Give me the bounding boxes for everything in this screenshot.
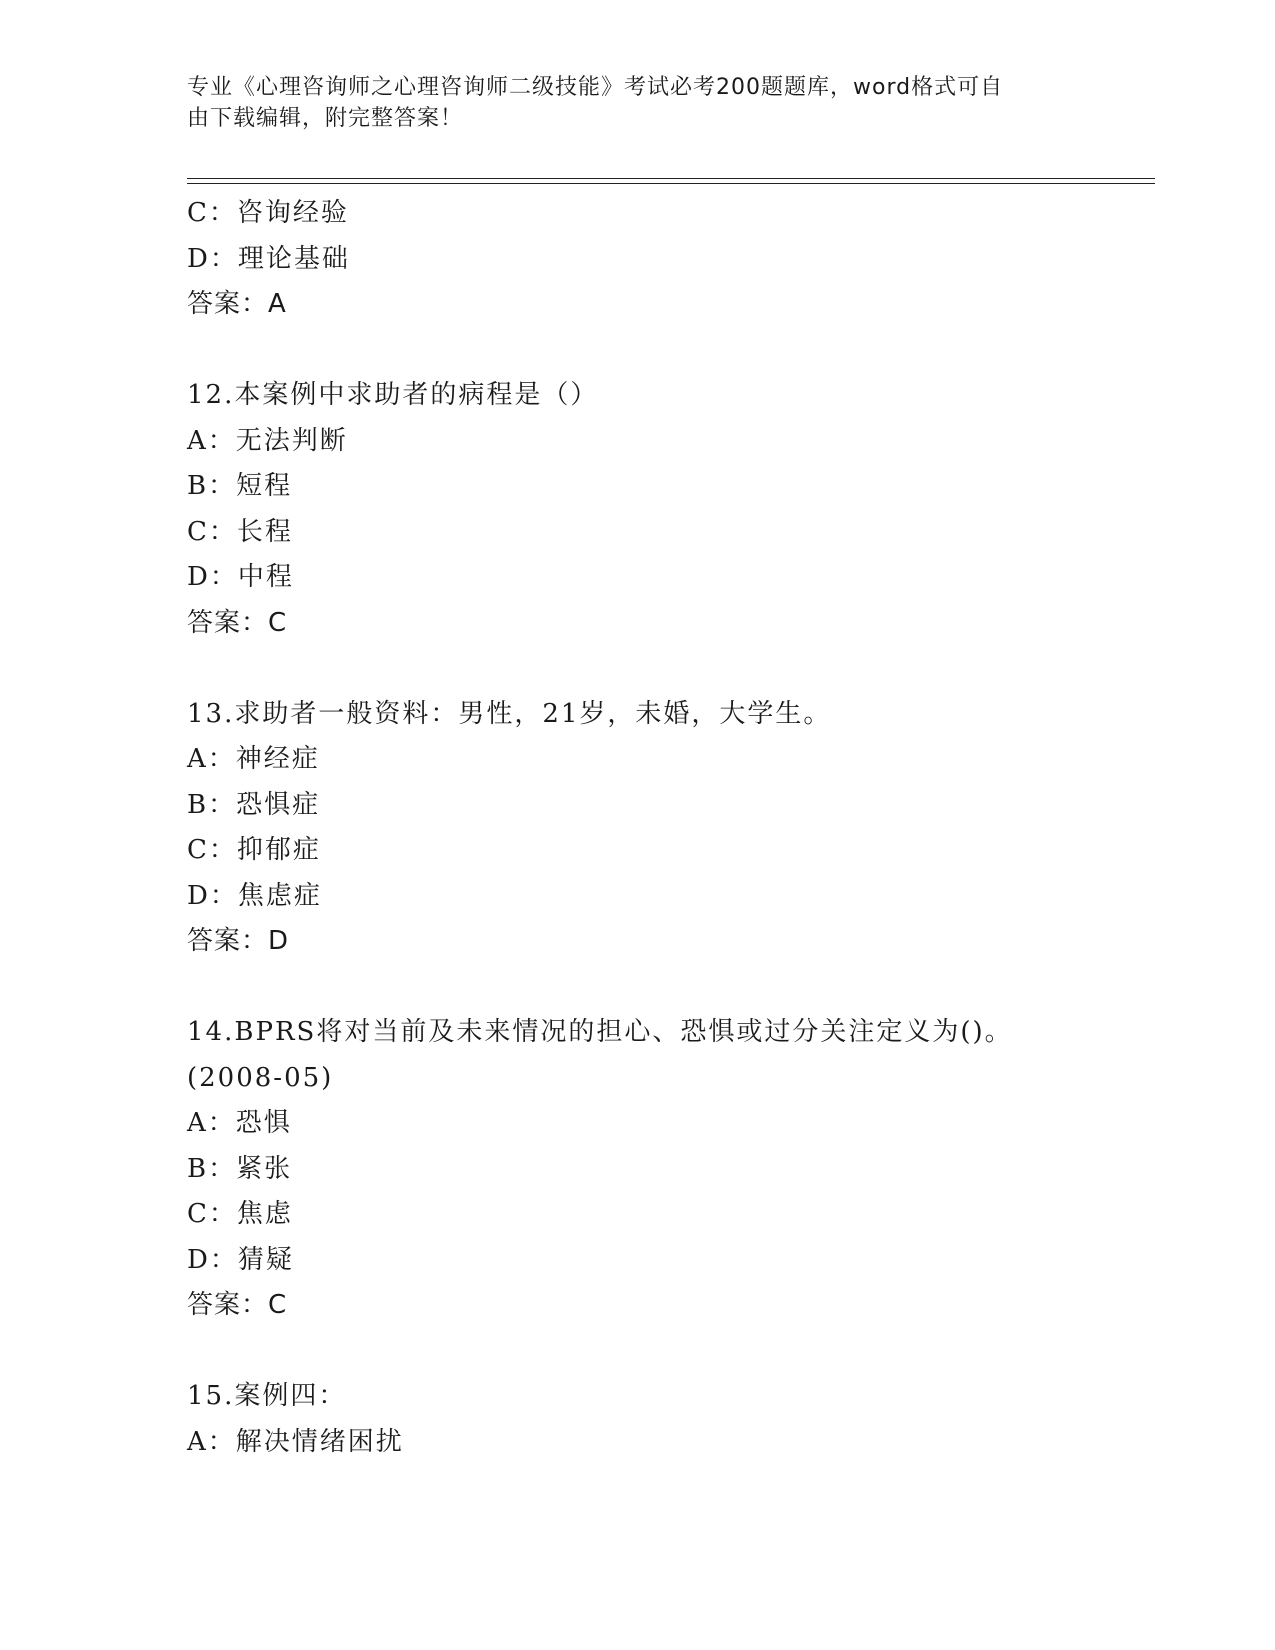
question-stem-continued: (2008-05): [187, 1062, 334, 1093]
option-a: A：神经症: [187, 744, 320, 774]
option-a: A：恐惧: [187, 1108, 292, 1138]
answer-line: 答案：C: [187, 1290, 288, 1320]
header-divider-bottom: [187, 183, 1155, 184]
question-12: [187, 373, 1147, 646]
answer-line: 答案：C: [187, 607, 288, 638]
document-header: [187, 72, 1087, 134]
answer-line: 答案：A: [187, 289, 287, 319]
question-stem: 12.本案例中求助者的病程是（）: [187, 380, 599, 410]
option-c: C：抑郁症: [187, 835, 321, 865]
header-divider-top: [187, 178, 1155, 179]
question-13: [187, 692, 1147, 965]
question-14: [187, 1010, 1147, 1329]
option-d: D：猜疑: [187, 1244, 294, 1275]
question-15: [187, 1374, 1147, 1465]
option-c: C：咨询经验: [187, 198, 349, 228]
question-stem: 13.求助者一般资料：男性，21岁，未婚，大学生。: [187, 698, 832, 729]
question-stem: 15.案例四：: [187, 1381, 347, 1411]
option-c: C：焦虑: [187, 1199, 293, 1229]
option-d: D：焦虑症: [187, 880, 322, 911]
option-a: A：无法判断: [187, 425, 348, 456]
question-list: [187, 191, 1147, 1465]
option-b: B：紧张: [187, 1153, 293, 1184]
header-line-1: 专业《心理咨询师之心理咨询师二级技能》考试必考200题题库，word格式可自: [187, 75, 1004, 100]
question-stem: 14.BPRS将对当前及未来情况的担心、恐惧或过分关注定义为()。: [187, 1017, 1013, 1047]
option-c: C：长程: [187, 516, 293, 547]
option-b: B：短程: [187, 471, 293, 501]
option-d: D：理论基础: [187, 243, 350, 274]
answer-line: 答案：D: [187, 926, 290, 956]
option-b: B：恐惧症: [187, 789, 321, 820]
option-a: A：解决情绪困扰: [187, 1426, 404, 1457]
header-line-2: 由下载编辑，附完整答案！: [187, 106, 464, 131]
option-d: D：中程: [187, 562, 294, 592]
